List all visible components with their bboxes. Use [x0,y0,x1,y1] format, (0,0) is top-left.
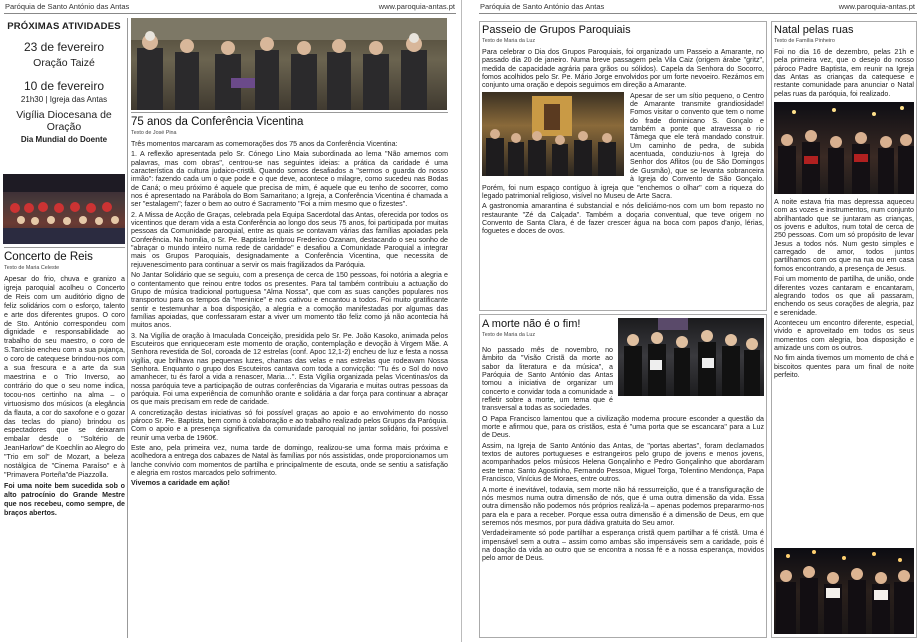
header-rule [479,13,917,14]
article-byline: Texto de Maria Celeste [4,265,60,271]
article-paragraph: Para celebrar o Dia dos Grupos Paroquiais, foi organizado um Passeio a Amarante, no passado dia 20 de janeiro. Numa breve passagem pela Vila Caiz (origem árabe "gritz", medida de capacidade agrária para grãos ou sólidos). Capela da Senhora do Socorro, fomos acolhidos pelo Sr. Pe. Mário Jorge envolvidos por um forte nevoeiro. Rezámos em conjunto uma oração e depois seguimos em direção a Amarante. [482,48,764,90]
natal-article [774,24,914,636]
event-date: 23 de fevereiro [23,40,105,54]
article-title: Concerto de Reis [4,247,125,263]
header-rule [4,13,456,14]
event-time: 21h30 | Igreja das Antas [20,95,108,104]
article-paragraph: No passado mês de novembro, no âmbito da "Visão Cristã da morte ao sabor da literatura e da música", a Paróquia de Santo António das Antas tomou a iniciativa de organizar um concerto e convidar toda a comunidade a refletir sobre a morte, um tema que é transversal a todas as sociedades. [482,346,613,413]
article-paragraph: 3. Na Vigília de oração à Imaculada Conceição, presidida pelo Sr. Pe. João Kasoko, animada pelos Escuteiros que enriqueceram este momento de oração, contemplação e devoção à Virgem Mãe. A Senhora revestida de Sol, coroada de 12 estrelas (conf. Apoc 12,1-2) encheu de luz e festa a nossa vigília, que brilhava nas pequenas luzes, chamas das velas e nas estrelas que rodeavam Nossa Senhora. Enquanto o grupo dos Escuteiros cantava com toda a convicção: "Tu és o Sol do novo amanhecer, tu és farol a vida a renascer, Maria…". Esta Vigília organizada pelas Vicentinas/os da nossa paróquia teve a participação de outras conferências da Vigararia e muitas outras pessoas da paróquia. Foi uma experiência de comunhão orante e solidária a dar força para continuar a abraçar os que mais precisam em rede de caridade. [131,331,448,407]
article-paragraph: 2. A Missa de Acção de Graças, celebrada pela Equipa Sacerdotal das Antas, oferecida por todos os vicentinos que deram vida a esta Conferência ao longo dos seus 75 anos, foi participada por muitas pessoas da Comunidade paroquial, entre as quais se contavam várias das famílias apoiadas pela Conferência. Na homilia, o Sr. Pe. Baptista lembrou Frederico Ozanam, destacando o seu sonho de "abraçar o mundo inteiro numa rede de caridade" e desafiou a Comunidade Paroquial a integrar mais os Grupos Paroquiais, designadamente a Conferência Vicentina, que necessita de rejuvenescimento para continuar a servir os mais fragilizados da Paróquia. [131,210,448,269]
header-url[interactable]: www.paroquia-antas.pt [378,2,455,11]
article-byline: Texto de Maria da Luz [482,332,536,338]
header-parish: Paróquia de Santo António das Antas [5,2,130,11]
article-byline: Texto de Maria da Luz [482,38,536,44]
article-paragraph: Vivemos a caridade em ação! [131,479,230,488]
right-page [461,0,921,642]
article-paragraph: A morte é inevitável, todavia, sem morte não há ressurreição, que é a transfiguração de nós mesmos numa outra dimensão de nós, que é uma outra dimensão da vida. Essa outra dimensão não podemos nós próprios realizá-la – apenas podemos prepararmo-nos para ela e para a receber. Porque essa outra dimensão é a dimensão de Deus, em que seremos nós mesmos, por pura dádiva gratuita do Seu amor. [482,485,764,527]
event-title: Vigília Diocesana de Oração [16,109,112,133]
article-title: 75 anos da Conferência Vicentina [131,112,448,128]
article-paragraph: Assim, na Igreja de Santo António das Antas, de "portas abertas", foram declamados textos de autores portugueses e estrangeiros pelo grupo de jovens e menos jovens, acompanhados pelos músicos Helena Gonçalinho e Pedro Gonçalinho que abordaram este tema: Santo Agostinho, Fernando Pessoa, Miguel Torga, Tolentino Mendonça, Papa Francisco, Vinícius de Moraes, entre outros. [482,441,764,484]
column-divider [127,18,128,638]
article-paragraph: Aconteceu um encontro diferente, especial, vivido e aproveitado em todos os seus momentos com alegria, boa disposição e amizade uns com os outros. [774,318,914,352]
passeio-article [482,24,764,308]
header-parish: Paróquia de Santo António das Antas [480,2,605,11]
event-date: 10 de fevereiro [23,79,105,93]
header-url[interactable]: www.paroquia-antas.pt [838,2,915,11]
concert-readers-photo [618,318,764,396]
article-paragraph: A concretização destas iniciativas só foi possível graças ao apoio e ao envolvimento do nosso pároco Sr. Pe. Baptista, bem como à colaboração e ao trabalho realizado pelos Grupos da Paróquia. Com o apoio e a presença significativa da comunidade paroquial no jantar solidário, foi possível reunir uma verba de 1960€. [131,408,448,442]
article-paragraph: A gastronomia amarantina é substancial e nós deliciámo-nos com um bom repasto no restaurante "Zé da Calçada". Também a doçaria conventual, que teve origem no Convento de Santa Clara, é de fazer crescer água na boca com papos d'anjo, lérias, foguetes e doces de ovos. [482,202,764,236]
article-paragraph: O Papa Francisco lamentou que a civilização moderna procure esconder a questão da morte e afirmou que, para os cristãos, esta é "uma porta que se escancara" para a Luz de Deus. [482,414,764,440]
event-title: Oração Taizé [33,57,95,69]
article-paragraph: Apesar do frio, chuva e granizo a igreja paroquial acolheu o Concerto de Reis com um auditório digno de feliz solidários com o esforço, talento e arte dos diferentes grupos. O coro de Sto. António correspondeu com dignidade e responsabilidade ao trabalho do seu maestro, o coro de S.Tarcísio encheu com a sua pujança, o coro de catequese brindou-nos com a sua frescura e a arte da sua maestrina e o Trio Inverso, ao contrário do que o seu nome indica, tocou-nos certinho na alma – o virtuosismo dos músicos (a elegância da flauta, a cor do saxofone e o gozar das teclas do piano) brindou os espectadores que se deixaram embalar desde o "Soltério de JeanHarlow" de Koechlin ao Alegro do "Trio em sol" de Mozart, a beleza nostálgica de "Cinema Paraíso" e à "Primavera Porteña"de Piazzolla. [4,275,125,479]
article-paragraph: No fim ainda tivemos um momento de chá e biscoitos quentes para um final de noite perfeito. [774,354,914,379]
article-paragraph: Foi uma noite bem sucedida sob o alto patrocínio do Grande Mestre que nos recebeu, como sempre, de braços abertos. [4,481,125,517]
concerto-article [4,247,125,639]
article-title: Natal pelas ruas [774,24,854,36]
event-subtitle: Dia Mundial do Doente [20,135,108,144]
article-title: Passeio de Grupos Paroquiais [482,24,631,36]
article-paragraph: Verdadeiramente só pode partilhar a esperança cristã quem partilhar a fé cristã. Uma é impensável sem a outra – assim como ambas são impensáveis sem a caridade, pois é na doação da vida ao outro que se encontra a nossa fé e a nossa esperança, movidos pelo amor de Deus. [482,529,764,563]
conferencia-vicentina-photo [131,18,447,110]
article-paragraph: No Jantar Solidário que se seguiu, com a presença de cerca de 150 pessoas, foi notória a alegria e o contentamento que reinou entre todos os presentes. Para tal também contribuiu a actuação do Grupo de música tradicional portuguesa "Alma Nossa", que com as suas canções populares nos transportou para os tempos da "meninice" e nos cativou e encantou a todos. Foi muito gratificante sentir e testemunhar a boa disposição, a alegria e a comoção manifestadas por algumas das famílias apoiadas, que confessaram estar a viver um momento tão feliz como já não acontecia há muitos anos. [131,271,448,330]
article-paragraph: A noite estava fria mas depressa aqueceu com as vozes e instrumentos, num conjunto abrilhantado que se juntaram as crianças, os jovens e adultos, num total de cerca de 250 pessoas. Com um só propósito de levar Jesus a todos nós. Num gesto simples e carregado de amor, todos juntos partilhamos com os que na rua ou em casa fomos encontrando, a presença de Jesus. [774,198,914,273]
vicentina-article [131,112,448,640]
natal-night-photo [774,102,914,194]
article-byline: Texto de José Pina [131,130,177,136]
natal-street-photo [774,548,914,634]
article-paragraph: Apesar de ser um sítio pequeno, o Centro de Amarante transmite grandiosidade! Fomos visitar o convento que tem o nome do frade dominicano S. Gonçalo e também a ponte que atravessa o rio Tâmega que ele terá mandado construir. Um caminho de pedra, de subida acentuada, conduziu-nos à Igreja do Senhor dos Aflitos (ou de São Domingos de Gusmão), que se levanta sobranceira à Igreja do Convento de São Gonçalo. Porém, foi num espaço contíguo à igreja que "enchemos o olhar" com a riqueza do legado patrimonial religioso, visível no Museu de Arte Sacra. [482,91,764,200]
article-paragraph: 1. A reflexão apresentada pelo Sr. Cónego Lino Maia subordinada ao lema "Não amemos com palavras, mas com obras", centrou-se nas seguintes ideias: a prática da caridade é uma característica da cultura judaico-cristã. Quando somos desafiados a "sermos o guarda do nosso irmão": fazendo cada um o que pode e o que deve, acontece o milagre, como sucedeu nas Bodas de Caná; o meu próximo é aquele que precisa de mim, é aquele que eu tenho de socorrer, como nos é apresentado na Parábola do Bom Samaritano; a Igreja, a Conferência Vicentina é chamada a ser "estalagem"; fazer o bem ao outro é Sacramento "Foi a mim mesmo que o fizestes". [131,150,448,209]
concert-choir-photo [3,174,125,244]
article-paragraph: Este ano, pela primeira vez, numa tarde de domingo, realizou-se uma forma mais próxima e acolhedora a entrega dos cabazes de Natal às famílias por nós assistidas, onde proporcionamos um lanche convívio com momentos de partilha e principalmente de escuta, onde se sentiu a satisfação e alegria em rostos marcados pelo sofrimento. [131,444,448,478]
article-paragraph: Foi um momento de partilha, de união, onde diferentes vozes cantaram e encantaram, alegrando todos os que ali passaram, enchendo os seus corações de alegria, paz e serenidade. [774,275,914,317]
events-heading: PRÓXIMAS ATIVIDADES [7,21,121,32]
article-paragraph: Três momentos marcaram as comemorações dos 75 anos da Conferência Vicentina: [131,140,398,148]
article-paragraph: Foi no dia 16 de dezembro, pelas 21h e pela primeira vez, que o desejo do nosso pároco Padre Baptista, em reunir na Igreja das Antas as crianças da catequese e restante comunidade para anunciar o Natal pelas ruas da paróquia, foi realizado. [774,48,914,98]
upcoming-events [3,18,125,173]
article-title: A morte não é o fim! [482,318,581,330]
morte-article [482,318,764,636]
amarante-church-photo [482,92,624,176]
article-byline: Texto de Família Pinheiro [774,38,835,44]
